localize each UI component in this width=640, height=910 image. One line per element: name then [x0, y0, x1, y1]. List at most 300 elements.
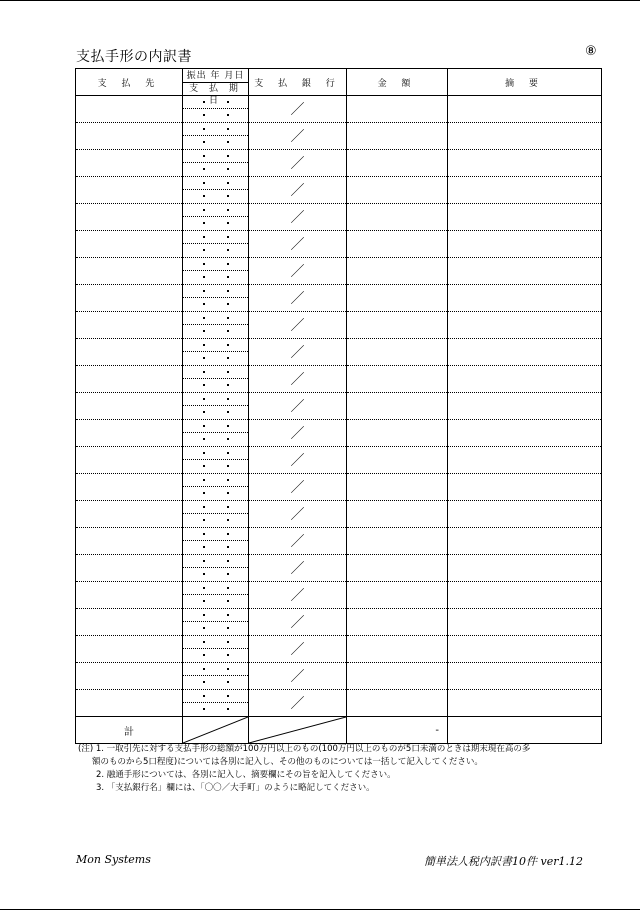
bank-cell[interactable] — [249, 204, 347, 231]
header-date — [183, 69, 249, 106]
payee-cell[interactable] — [76, 663, 183, 690]
date-dot — [227, 479, 229, 481]
date-dot — [203, 222, 205, 224]
amount-cell[interactable] — [347, 150, 448, 177]
date-cell[interactable] — [183, 474, 249, 501]
date-cell[interactable] — [183, 366, 249, 393]
remarks-cell[interactable] — [448, 123, 602, 150]
table-row — [76, 96, 602, 123]
bank-cell[interactable] — [249, 636, 347, 663]
date-cell[interactable] — [183, 690, 249, 717]
payee-cell[interactable] — [76, 96, 183, 123]
date-cell[interactable] — [183, 636, 249, 663]
payee-cell[interactable] — [76, 447, 183, 474]
amount-cell[interactable] — [347, 339, 448, 366]
bank-separator: ／ — [290, 426, 305, 442]
date-dot — [203, 195, 205, 197]
bank-cell[interactable] — [249, 474, 347, 501]
issue-date-field[interactable] — [183, 177, 248, 190]
due-date-field[interactable] — [183, 379, 248, 392]
date-dot — [227, 209, 229, 211]
bank-cell[interactable] — [249, 231, 347, 258]
remarks-cell[interactable] — [448, 204, 602, 231]
bank-cell[interactable] — [249, 528, 347, 555]
footer-product: 簡単法人税内訳書10件 ver1.12 — [424, 855, 583, 868]
bank-cell[interactable] — [249, 393, 347, 420]
table-row — [76, 177, 602, 204]
remarks-cell[interactable] — [448, 258, 602, 285]
bank-separator: ／ — [290, 669, 305, 685]
date-dot — [227, 236, 229, 238]
remarks-cell[interactable] — [448, 96, 602, 123]
date-dot — [203, 114, 205, 116]
date-dot — [227, 249, 229, 251]
date-dot — [203, 668, 205, 670]
table-header-row — [76, 69, 602, 96]
date-dot — [203, 141, 205, 143]
date-dot — [227, 182, 229, 184]
due-date-field[interactable] — [183, 109, 248, 122]
remarks-cell[interactable] — [448, 690, 602, 717]
total-label: 計 — [76, 717, 183, 744]
date-dot — [203, 371, 205, 373]
date-dot — [203, 641, 205, 643]
due-date-field[interactable] — [183, 568, 248, 581]
amount-cell[interactable] — [347, 582, 448, 609]
date-dot — [227, 425, 229, 427]
date-cell[interactable] — [183, 393, 249, 420]
notes — [78, 743, 530, 795]
amount-cell[interactable] — [347, 663, 448, 690]
bank-cell[interactable] — [249, 177, 347, 204]
remarks-cell[interactable] — [448, 177, 602, 204]
date-dot — [203, 384, 205, 386]
due-date-field[interactable] — [183, 217, 248, 230]
page-title: 支払手形の内訳書 — [76, 49, 192, 65]
footer-company: Mon Systems — [76, 853, 151, 866]
bank-cell[interactable] — [249, 555, 347, 582]
date-dot — [227, 519, 229, 521]
issue-date-field[interactable] — [183, 528, 248, 541]
date-cell[interactable] — [183, 501, 249, 528]
table-row — [76, 609, 602, 636]
bank-cell[interactable] — [249, 582, 347, 609]
date-dot — [203, 209, 205, 211]
due-date-field[interactable] — [183, 433, 248, 446]
table-row — [76, 258, 602, 285]
due-date-field[interactable] — [183, 271, 248, 284]
date-dot — [227, 290, 229, 292]
remarks-cell[interactable] — [448, 663, 602, 690]
date-dot — [227, 506, 229, 508]
table-row — [76, 528, 602, 555]
date-dot — [203, 708, 205, 710]
date-cell[interactable] — [183, 582, 249, 609]
issue-date-field[interactable] — [183, 474, 248, 487]
date-dot — [203, 681, 205, 683]
date-dot — [227, 101, 229, 103]
due-date-field[interactable] — [183, 541, 248, 554]
date-dot — [227, 600, 229, 602]
note-1-line-1: (注) 1. 一取引先に対する支払手形の総額が100万円以上のもの(100万円以上のものが5口未満のときは期末現在高の多 — [78, 744, 531, 754]
date-cell[interactable] — [183, 150, 249, 177]
due-date-field[interactable] — [183, 595, 248, 608]
amount-cell[interactable] — [347, 474, 448, 501]
date-cell[interactable] — [183, 177, 249, 204]
table-row — [76, 690, 602, 717]
table-row — [76, 555, 602, 582]
remarks-cell[interactable] — [448, 582, 602, 609]
remarks-cell[interactable] — [448, 150, 602, 177]
date-dot — [227, 344, 229, 346]
date-cell[interactable] — [183, 258, 249, 285]
date-cell[interactable] — [183, 609, 249, 636]
amount-cell[interactable] — [347, 285, 448, 312]
date-dot — [203, 168, 205, 170]
issue-date-field[interactable] — [183, 690, 248, 703]
date-dot — [227, 155, 229, 157]
bank-separator: ／ — [290, 102, 305, 118]
date-cell[interactable] — [183, 528, 249, 555]
date-cell[interactable] — [183, 663, 249, 690]
date-dot — [227, 492, 229, 494]
date-dot — [203, 533, 205, 535]
remarks-cell[interactable] — [448, 393, 602, 420]
date-dot — [227, 587, 229, 589]
issue-date-field[interactable] — [183, 96, 248, 109]
date-cell[interactable] — [183, 555, 249, 582]
remarks-cell[interactable] — [448, 420, 602, 447]
amount-cell[interactable] — [347, 528, 448, 555]
issue-date-field[interactable] — [183, 447, 248, 460]
bank-separator: ／ — [290, 480, 305, 496]
remarks-cell[interactable] — [448, 636, 602, 663]
date-dot — [203, 155, 205, 157]
payee-cell[interactable] — [76, 393, 183, 420]
bank-cell[interactable] — [249, 609, 347, 636]
issue-date-field[interactable] — [183, 420, 248, 433]
due-date-field[interactable] — [183, 163, 248, 176]
amount-cell[interactable] — [347, 96, 448, 123]
bank-separator: ／ — [290, 264, 305, 280]
bank-separator: ／ — [290, 507, 305, 523]
table-row — [76, 393, 602, 420]
total-bank-cell — [249, 717, 347, 744]
date-dot — [203, 101, 205, 103]
date-dot — [203, 695, 205, 697]
amount-cell[interactable] — [347, 231, 448, 258]
payee-cell[interactable] — [76, 420, 183, 447]
issue-date-field[interactable] — [183, 285, 248, 298]
date-dot — [203, 654, 205, 656]
amount-cell[interactable] — [347, 204, 448, 231]
issue-date-field[interactable] — [183, 366, 248, 379]
bank-separator: ／ — [290, 318, 305, 334]
bank-separator: ／ — [290, 156, 305, 172]
issue-date-field[interactable] — [183, 663, 248, 676]
due-date-field[interactable] — [183, 676, 248, 689]
payee-cell[interactable] — [76, 474, 183, 501]
bank-cell[interactable] — [249, 690, 347, 717]
payee-cell[interactable] — [76, 258, 183, 285]
amount-cell[interactable] — [347, 555, 448, 582]
due-date-field[interactable] — [183, 352, 248, 365]
amount-cell[interactable] — [347, 177, 448, 204]
amount-cell[interactable] — [347, 312, 448, 339]
amount-cell[interactable] — [347, 393, 448, 420]
date-dot — [227, 681, 229, 683]
date-dot — [203, 452, 205, 454]
date-dot — [203, 411, 205, 413]
date-cell[interactable] — [183, 96, 249, 123]
amount-cell[interactable] — [347, 690, 448, 717]
date-dot — [203, 357, 205, 359]
payee-cell[interactable] — [76, 582, 183, 609]
date-cell[interactable] — [183, 312, 249, 339]
payee-cell[interactable] — [76, 366, 183, 393]
date-cell[interactable] — [183, 231, 249, 258]
issue-date-field[interactable] — [183, 312, 248, 325]
bank-separator: ／ — [290, 588, 305, 604]
date-dot — [227, 398, 229, 400]
date-dot — [227, 695, 229, 697]
amount-cell[interactable] — [347, 447, 448, 474]
payee-cell[interactable] — [76, 204, 183, 231]
remarks-cell[interactable] — [448, 285, 602, 312]
table-row — [76, 636, 602, 663]
payee-cell[interactable] — [76, 285, 183, 312]
table-row — [76, 339, 602, 366]
payee-cell[interactable] — [76, 150, 183, 177]
date-dot — [227, 438, 229, 440]
table-row — [76, 285, 602, 312]
total-amount: - — [347, 717, 448, 744]
date-dot — [203, 492, 205, 494]
note-2: 2. 融通手形については、各別に記入し、摘要欄にその旨を記入してください。 — [96, 770, 396, 780]
due-date-field[interactable] — [183, 190, 248, 203]
date-dot — [203, 614, 205, 616]
statement-table — [75, 68, 602, 744]
date-dot — [227, 560, 229, 562]
bank-separator: ／ — [290, 696, 305, 712]
bank-separator: ／ — [290, 237, 305, 253]
issue-date-field[interactable] — [183, 393, 248, 406]
header-amount: 金 額 — [347, 69, 448, 96]
date-dot — [227, 303, 229, 305]
payee-cell[interactable] — [76, 555, 183, 582]
payee-cell[interactable] — [76, 609, 183, 636]
amount-cell[interactable] — [347, 366, 448, 393]
date-cell[interactable] — [183, 123, 249, 150]
date-dot — [227, 411, 229, 413]
remarks-cell[interactable] — [448, 447, 602, 474]
table-row — [76, 231, 602, 258]
issue-date-field[interactable] — [183, 555, 248, 568]
issue-date-field[interactable] — [183, 258, 248, 271]
date-dot — [203, 560, 205, 562]
bank-separator: ／ — [290, 453, 305, 469]
date-dot — [203, 627, 205, 629]
issue-date-field[interactable] — [183, 231, 248, 244]
date-cell[interactable] — [183, 447, 249, 474]
diagonal-line — [249, 717, 346, 743]
date-dot — [227, 168, 229, 170]
bank-cell[interactable] — [249, 285, 347, 312]
due-date-field[interactable] — [183, 460, 248, 473]
date-dot — [203, 236, 205, 238]
date-dot — [227, 708, 229, 710]
bank-cell[interactable] — [249, 366, 347, 393]
date-dot — [203, 128, 205, 130]
date-dot — [227, 533, 229, 535]
due-date-field[interactable] — [183, 487, 248, 500]
header-remarks: 摘 要 — [448, 69, 602, 96]
date-dot — [227, 195, 229, 197]
remarks-cell[interactable] — [448, 501, 602, 528]
total-row — [76, 717, 602, 744]
date-dot — [227, 668, 229, 670]
issue-date-field[interactable] — [183, 501, 248, 514]
issue-date-field[interactable] — [183, 150, 248, 163]
date-dot — [203, 573, 205, 575]
bank-separator: ／ — [290, 129, 305, 145]
date-dot — [227, 627, 229, 629]
date-dot — [227, 141, 229, 143]
date-dot — [227, 317, 229, 319]
date-dot — [227, 114, 229, 116]
date-cell[interactable] — [183, 204, 249, 231]
date-dot — [227, 384, 229, 386]
due-date-field[interactable] — [183, 298, 248, 311]
payee-cell[interactable] — [76, 123, 183, 150]
table-row — [76, 663, 602, 690]
issue-date-field[interactable] — [183, 204, 248, 217]
date-dot — [203, 600, 205, 602]
date-dot — [227, 641, 229, 643]
table-row — [76, 150, 602, 177]
amount-cell[interactable] — [347, 609, 448, 636]
date-dot — [203, 465, 205, 467]
issue-date-field[interactable] — [183, 609, 248, 622]
table-row — [76, 501, 602, 528]
issue-date-field[interactable] — [183, 339, 248, 352]
date-cell[interactable] — [183, 339, 249, 366]
date-cell[interactable] — [183, 285, 249, 312]
payee-cell[interactable] — [76, 177, 183, 204]
bank-cell[interactable] — [249, 663, 347, 690]
payee-cell[interactable] — [76, 636, 183, 663]
bank-cell[interactable] — [249, 123, 347, 150]
due-date-field[interactable] — [183, 514, 248, 527]
date-dot — [203, 546, 205, 548]
bank-separator: ／ — [290, 210, 305, 226]
issue-date-field[interactable] — [183, 582, 248, 595]
due-date-field[interactable] — [183, 406, 248, 419]
date-dot — [227, 222, 229, 224]
payee-cell[interactable] — [76, 312, 183, 339]
issue-date-field[interactable] — [183, 123, 248, 136]
amount-cell[interactable] — [347, 636, 448, 663]
date-cell[interactable] — [183, 420, 249, 447]
bank-cell[interactable] — [249, 312, 347, 339]
bank-cell[interactable] — [249, 150, 347, 177]
note-3: 3. 「支払銀行名」欄には、「〇〇／大手町」のように略記してください。 — [96, 783, 375, 793]
table-row — [76, 312, 602, 339]
payee-cell[interactable] — [76, 339, 183, 366]
due-date-field[interactable] — [183, 136, 248, 149]
bank-cell[interactable] — [249, 501, 347, 528]
date-dot — [227, 452, 229, 454]
date-dot — [203, 425, 205, 427]
header-payee: 支 払 先 — [76, 69, 183, 96]
remarks-cell[interactable] — [448, 366, 602, 393]
amount-cell[interactable] — [347, 258, 448, 285]
diagonal-line — [183, 717, 248, 743]
amount-cell[interactable] — [347, 123, 448, 150]
remarks-cell[interactable] — [448, 528, 602, 555]
date-dot — [203, 276, 205, 278]
due-date-field[interactable] — [183, 703, 248, 716]
payee-cell[interactable] — [76, 501, 183, 528]
due-date-field[interactable] — [183, 244, 248, 257]
amount-cell[interactable] — [347, 501, 448, 528]
date-dot — [227, 263, 229, 265]
date-dot — [227, 546, 229, 548]
date-dot — [203, 344, 205, 346]
due-date-field[interactable] — [183, 325, 248, 338]
bank-separator: ／ — [290, 183, 305, 199]
payee-cell[interactable] — [76, 528, 183, 555]
table-row — [76, 447, 602, 474]
remarks-cell[interactable] — [448, 609, 602, 636]
due-date-field[interactable] — [183, 649, 248, 662]
bank-separator: ／ — [290, 534, 305, 550]
issue-date-field[interactable] — [183, 636, 248, 649]
date-dot — [227, 614, 229, 616]
date-dot — [203, 519, 205, 521]
header-issue-date: 振出 年 月日 — [183, 70, 248, 83]
remarks-cell[interactable] — [448, 312, 602, 339]
bank-separator: ／ — [290, 345, 305, 361]
date-dot — [227, 654, 229, 656]
bank-separator: ／ — [290, 399, 305, 415]
date-dot — [227, 276, 229, 278]
bank-separator: ／ — [290, 615, 305, 631]
remarks-cell[interactable] — [448, 555, 602, 582]
amount-cell[interactable] — [347, 420, 448, 447]
remarks-cell[interactable] — [448, 231, 602, 258]
due-date-field[interactable] — [183, 622, 248, 635]
bank-separator: ／ — [290, 642, 305, 658]
bank-cell[interactable] — [249, 447, 347, 474]
bank-cell[interactable] — [249, 258, 347, 285]
date-dot — [203, 317, 205, 319]
date-dot — [227, 465, 229, 467]
payee-cell[interactable] — [76, 231, 183, 258]
date-dot — [203, 587, 205, 589]
remarks-cell[interactable] — [448, 474, 602, 501]
date-dot — [227, 357, 229, 359]
date-dot — [203, 479, 205, 481]
bank-cell[interactable] — [249, 339, 347, 366]
bank-cell[interactable] — [249, 420, 347, 447]
bank-cell[interactable] — [249, 96, 347, 123]
bank-separator: ／ — [290, 372, 305, 388]
payee-cell[interactable] — [76, 690, 183, 717]
date-dot — [227, 128, 229, 130]
page-number: ⑧ — [585, 44, 597, 59]
remarks-cell[interactable] — [448, 339, 602, 366]
